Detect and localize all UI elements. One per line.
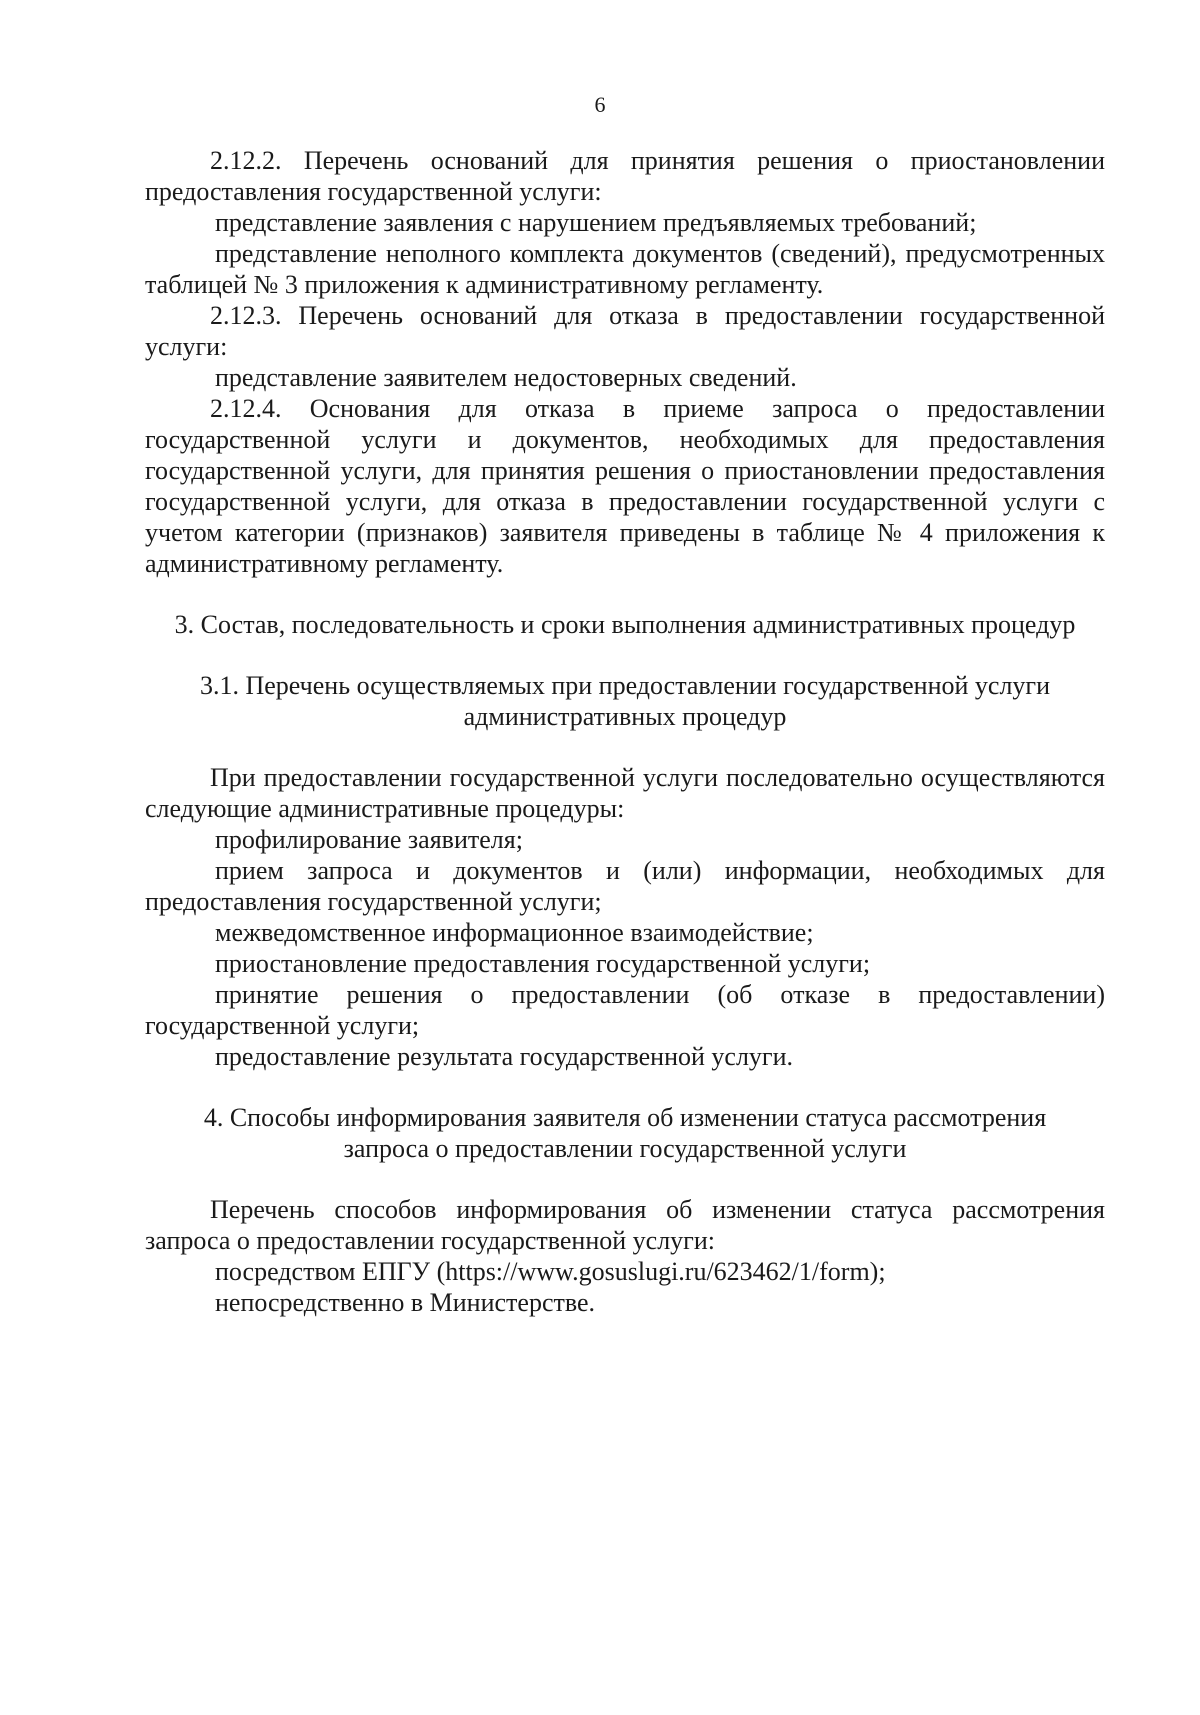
section-4-intro: Перечень способов информирования об изменении статуса рассмотрения запроса о предоставлении государственной услуги: bbox=[145, 1195, 1105, 1255]
section-3-1-intro: При предоставлении государственной услуги последовательно осуществляются следующие административные процедуры: bbox=[145, 763, 1105, 823]
section-2-12-3-title: 2.12.3. Перечень оснований для отказа в предоставлении государственной услуги: bbox=[145, 301, 1105, 361]
list-item: представление неполного комплекта документов (сведений), предусмотренных таблицей № 3 приложения к административному регламенту. bbox=[145, 239, 1105, 299]
list-item: межведомственное информационное взаимодействие; bbox=[215, 918, 814, 947]
list-item: представление заявителем недостоверных сведений. bbox=[215, 363, 797, 392]
list-item: профилирование заявителя; bbox=[215, 825, 523, 854]
section-3-1-heading: 3.1. Перечень осуществляемых при предоставлении государственной услуги административных процедур bbox=[199, 671, 1051, 731]
document-body bbox=[145, 145, 1105, 1318]
section-2-12-4-text: 2.12.4. Основания для отказа в приеме запроса о предоставлении государственной услуги и документов, необходимых для предоставления государственной услуги, для принятия решения о приостановлении предоставления государственной услуги, для отказа в предоставлении государственной услуги с учетом категории (признаков) заявителя приведены в таблице № 4 приложения к административному регламенту. bbox=[145, 394, 1105, 578]
list-item: предоставление результата государственной услуги. bbox=[215, 1042, 794, 1071]
list-item: принятие решения о предоставлении (об отказе в предоставлении) государственной услуги; bbox=[145, 980, 1105, 1040]
section-3-heading: 3. Состав, последовательность и сроки выполнения административных процедур bbox=[174, 610, 1076, 639]
list-item: посредством ЕПГУ (https://www.gosuslugi.ru/623462/1/form); bbox=[215, 1257, 886, 1286]
page-number: 6 bbox=[594, 92, 606, 117]
list-item: прием запроса и документов и (или) информации, необходимых для предоставления государственной услуги; bbox=[145, 856, 1105, 916]
section-4-heading: 4. Способы информирования заявителя об изменении статуса рассмотрения запроса о предоставлении государственной услуги bbox=[203, 1103, 1047, 1163]
section-2-12-2-title: 2.12.2. Перечень оснований для принятия решения о приостановлении предоставления государственной услуги: bbox=[145, 146, 1105, 206]
list-item: непосредственно в Министерстве. bbox=[215, 1288, 596, 1317]
list-item: представление заявления с нарушением предъявляемых требований; bbox=[215, 208, 977, 237]
list-item: приостановление предоставления государственной услуги; bbox=[215, 949, 871, 978]
